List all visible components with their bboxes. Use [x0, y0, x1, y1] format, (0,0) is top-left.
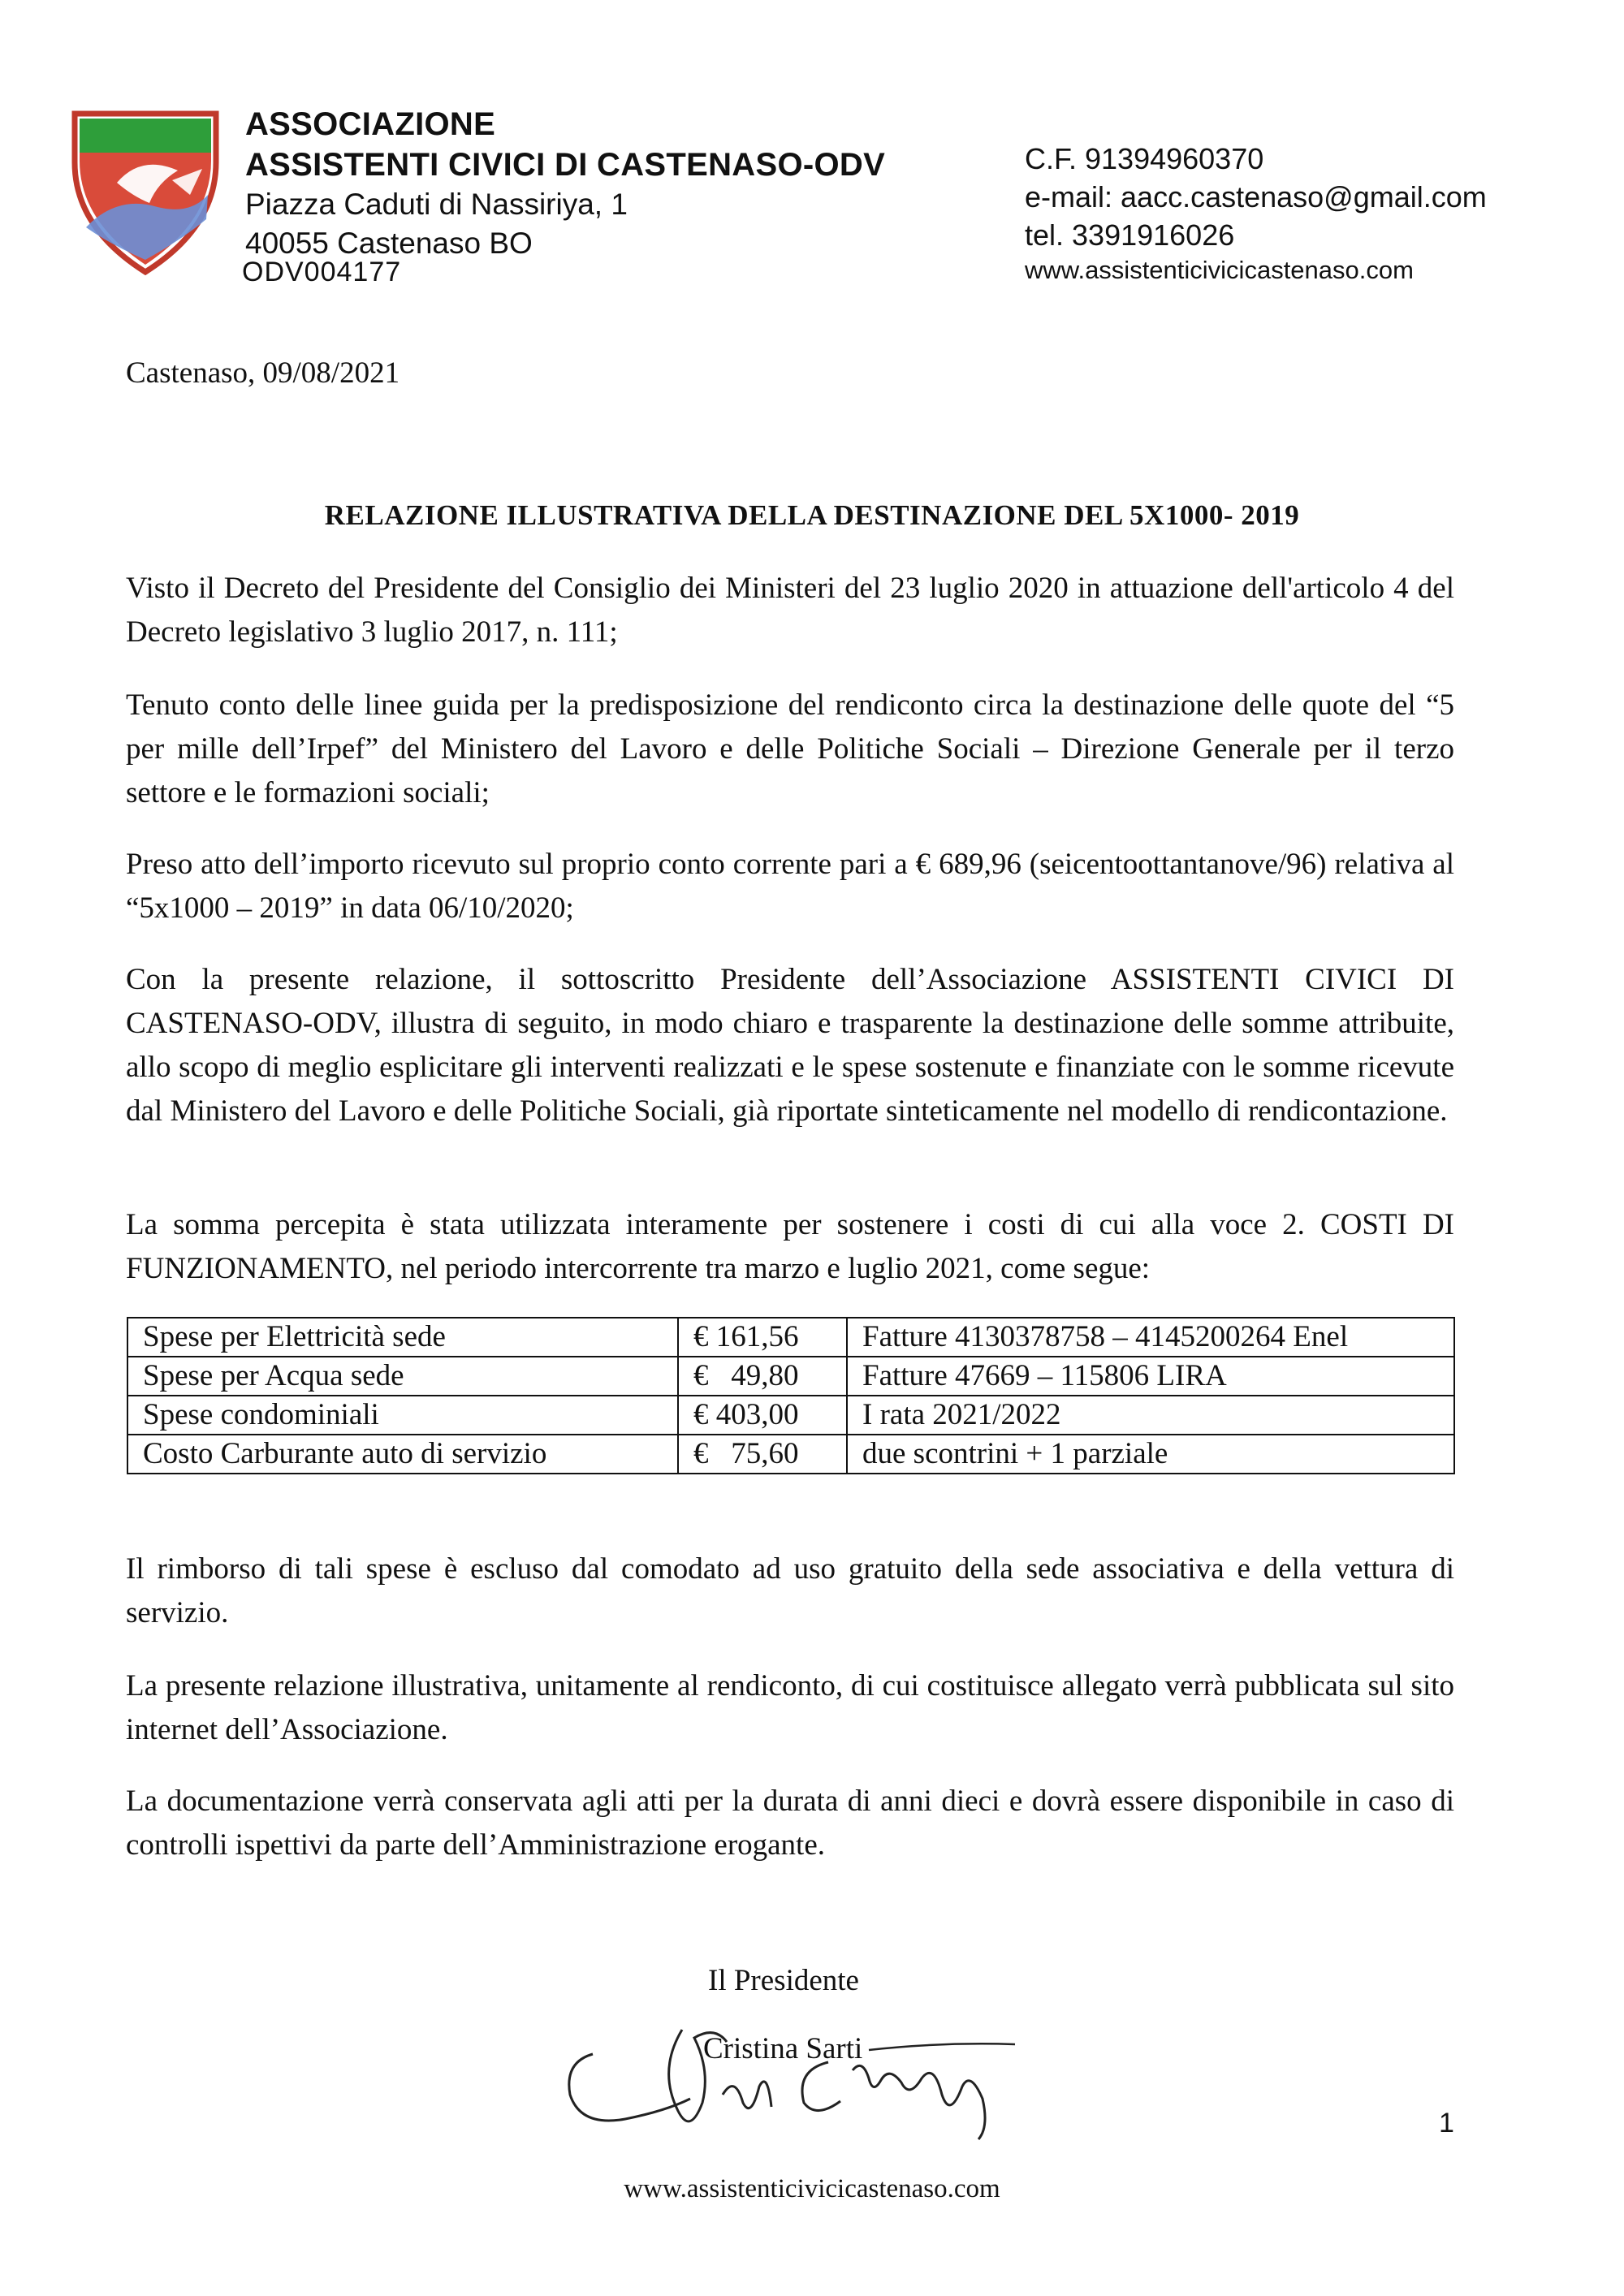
cost-amount: € 75,60	[678, 1435, 847, 1474]
cost-amount: € 161,56	[678, 1318, 847, 1357]
place-date: Castenaso, 09/08/2021	[126, 356, 400, 390]
paragraph-decree: Visto il Decreto del Presidente del Consiglio dei Ministeri del 23 luglio 2020 in attuazione dell'articolo 4 del Decreto legislativo 3 luglio 2017, n. 111;	[126, 572, 1454, 649]
org-name-line1: ASSOCIAZIONE	[245, 106, 496, 142]
table-row	[127, 1318, 1454, 1357]
paragraph-report: Con la presente relazione, il sottoscritto Presidente dell’Associazione ASSISTENTI CIVICI DI CASTENASO-ODV, illustra di seguito, in modo chiaro e trasparente la destinazione delle somme attribuite, allo scopo di meglio esplicitare gli interventi realizzati e le spese sostenute e finanziate con le somme ricevute dal Ministero del Lavoro e delle Politiche Sociali, già riportate sinteticamente nel modello di rendicontazione.	[126, 963, 1454, 1128]
cost-amount: € 403,00	[678, 1396, 847, 1435]
signature-scribble-icon	[560, 2005, 1072, 2143]
shield-logo-icon	[68, 106, 222, 276]
association-logo	[68, 106, 222, 276]
signatory-name: Cristina Sarti	[703, 2032, 863, 2065]
registry-code: ODV004177	[242, 257, 402, 287]
paragraph-usage: La somma percepita è stata utilizzata interamente per sostenere i costi di cui alla voce 2. COSTI DI FUNZIONAMENTO, nel periodo intercorrente tra marzo e luglio 2021, come segue:	[126, 1208, 1454, 1285]
page-number: 1	[1439, 2108, 1454, 2138]
cost-item: Spese condominiali	[127, 1396, 678, 1435]
paragraph-publication: La presente relazione illustrativa, unitamente al rendiconto, di cui costituisce allegato verrà pubblicata sul sito internet dell’Associazione.	[126, 1669, 1454, 1746]
tax-code: C.F. 91394960370	[1025, 142, 1264, 175]
paragraph-guidelines: Tenuto conto delle linee guida per la predisposizione del rendiconto circa la destinazione delle quote del “5 per mille dell’Irpef” del Ministero del Lavoro e delle Politiche Sociali – Direzione Generale per il terzo settore e le formazioni sociali;	[126, 688, 1454, 809]
address-line2: 40055 Castenaso BO	[245, 227, 533, 260]
address-line1: Piazza Caduti di Nassiriya, 1	[245, 188, 628, 221]
paragraph-reimbursement: Il rimborso di tali spese è escluso dal comodato ad uso gratuito della sede associativa e della vettura di servizio.	[126, 1552, 1454, 1629]
cost-note: Fatture 47669 – 115806 LIRA	[847, 1357, 1454, 1396]
cost-item: Costo Carburante auto di servizio	[127, 1435, 678, 1474]
cost-note: I rata 2021/2022	[847, 1396, 1454, 1435]
cost-item: Spese per Elettricità sede	[127, 1318, 678, 1357]
signature-title: Il Presidente	[708, 1964, 859, 1997]
footer-website: www.assistenticivicicastenaso.com	[624, 2174, 1000, 2203]
handwritten-signature	[560, 2005, 1072, 2143]
cost-note: Fatture 4130378758 – 4145200264 Enel	[847, 1318, 1454, 1357]
paragraph-retention: La documentazione verrà conservata agli atti per la durata di anni dieci e dovrà essere disponibile in caso di controlli ispettivi da parte dell’Amministrazione erogante.	[126, 1785, 1454, 1862]
document-title: RELAZIONE ILLUSTRATIVA DELLA DESTINAZIONE DEL 5X1000- 2019	[324, 499, 1300, 531]
cost-note: due scontrini + 1 parziale	[847, 1435, 1454, 1474]
contact-block	[1025, 140, 1487, 287]
table-row	[127, 1396, 1454, 1435]
org-name-line2: ASSISTENTI CIVICI DI CASTENASO-ODV	[245, 147, 886, 183]
table-row	[127, 1435, 1454, 1474]
email: e-mail: aacc.castenaso@gmail.com	[1025, 180, 1487, 214]
cost-item: Spese per Acqua sede	[127, 1357, 678, 1396]
costs-table	[127, 1317, 1455, 1474]
organization-block	[245, 104, 885, 263]
website: www.assistenticivicicastenaso.com	[1025, 256, 1414, 284]
phone: tel. 3391916026	[1025, 218, 1235, 252]
cost-amount: € 49,80	[678, 1357, 847, 1396]
paragraph-amount: Preso atto dell’importo ricevuto sul proprio conto corrente pari a € 689,96 (seicentoottantanove/96) relativa al “5x1000 – 2019” in data 06/10/2020;	[126, 848, 1454, 925]
table-row	[127, 1357, 1454, 1396]
